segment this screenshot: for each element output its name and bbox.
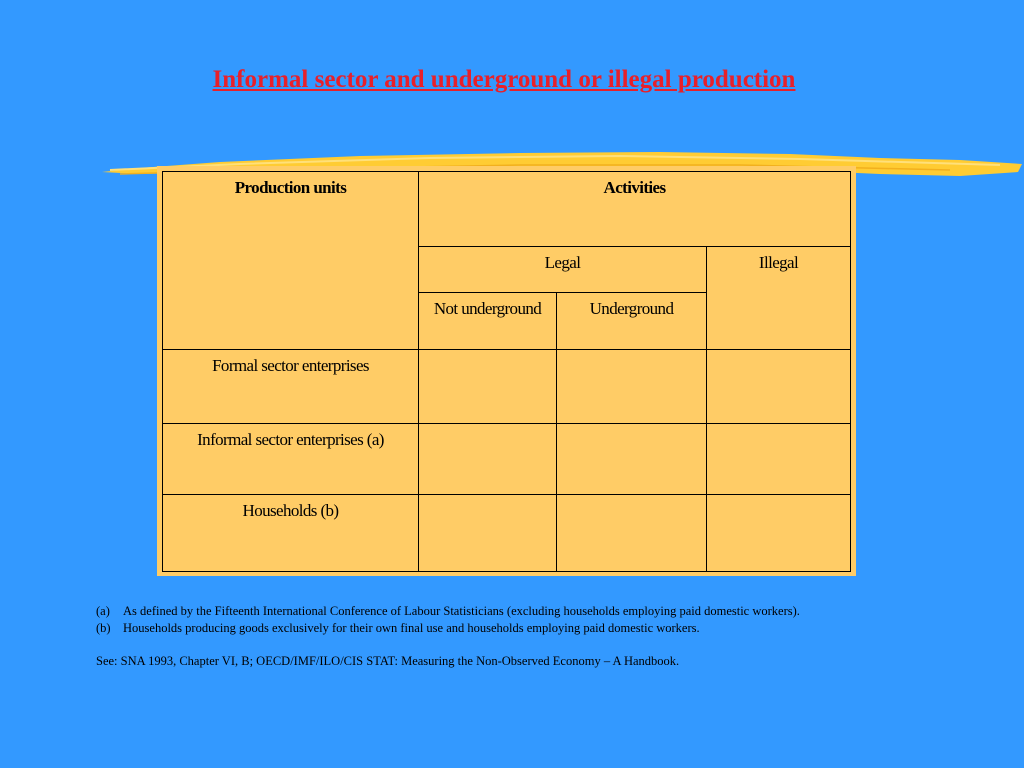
table-panel	[157, 166, 856, 576]
footnotes	[96, 603, 800, 670]
header-activities: Activities	[419, 172, 851, 247]
header-not-underground: Not underground	[419, 293, 557, 350]
footnote-b	[96, 620, 800, 637]
header-underground: Underground	[557, 293, 707, 350]
table-cell	[557, 424, 707, 495]
footnote-b-text: Households producing goods exclusively for their own final use and households employing paid domestic workers.	[123, 621, 700, 635]
header-illegal: Illegal	[707, 247, 851, 350]
table-cell	[557, 495, 707, 572]
table-cell	[419, 350, 557, 424]
table-cell	[419, 424, 557, 495]
table-cell	[707, 350, 851, 424]
row-label: Formal sector enterprises	[163, 350, 419, 424]
table-cell	[557, 350, 707, 424]
header-production-units: Production units	[163, 172, 419, 350]
table-cell	[419, 495, 557, 572]
slide-title: Informal sector and underground or illegal production	[212, 66, 796, 93]
table-row	[163, 350, 851, 424]
table-cell	[707, 424, 851, 495]
header-legal: Legal	[419, 247, 707, 293]
production-table	[162, 171, 851, 572]
footnote-a	[96, 603, 800, 620]
footnote-b-marker: (b)	[96, 621, 111, 635]
footnote-a-marker: (a)	[96, 604, 110, 618]
table-row	[163, 495, 851, 572]
table-row	[163, 424, 851, 495]
source-reference: See: SNA 1993, Chapter VI, B; OECD/IMF/ILO/CIS STAT: Measuring the Non-Observed Economy – A Handbook.	[96, 654, 680, 668]
row-label: Informal sector enterprises (a)	[163, 424, 419, 495]
row-label: Households (b)	[163, 495, 419, 572]
table-cell	[707, 495, 851, 572]
footnote-a-text: As defined by the Fifteenth International Conference of Labour Statisticians (excluding households employing paid domestic workers).	[123, 604, 800, 618]
